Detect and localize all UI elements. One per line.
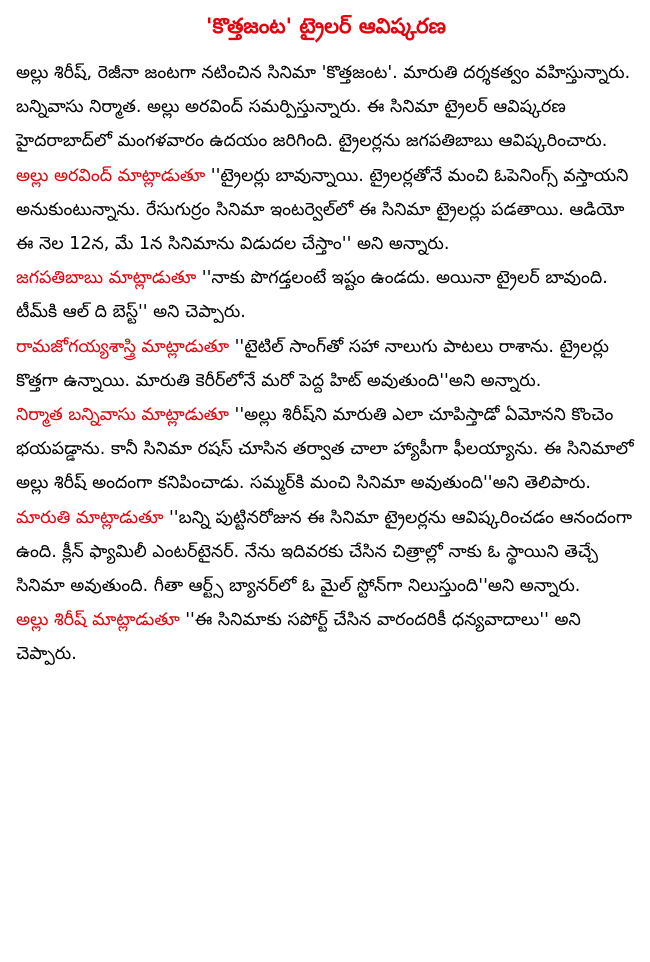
paragraph-maruthi <box>16 501 636 604</box>
speaker-lead: అల్లు శిరీష్ మాట్లాడుతూ <box>16 610 180 631</box>
paragraph-text: ''బన్ని పుట్టినరోజున ఈ సినిమా ట్రైలర్లను ఆవిష్కరించడం ఆనందంగా ఉంది. క్లీన్ ఫ్యామిలీ ఎంటర్‌టైనర్. నేను ఇదివరకు చేసిన చిత్రాల్లో నాకు ఓ స్థాయిని తెచ్చే సినిమా అవుతుంది. గీతా ఆర్ట్స్ బ్యానర్‌లో ఓ మైల్ స్టోన్‌గా నిలుస్తుంది''అని అన్నారు. <box>16 507 632 597</box>
speaker-lead: అల్లు అరవింద్ మాట్లాడుతూ <box>16 165 206 186</box>
paragraph-text: ''టైటిల్ సాంగ్‌తో సహా నాలుగు పాటలు రాశాను. ట్రైలర్లు కొత్తగా ఉన్నాయి. మారుతి కెరీర్‌లోనే మరో పెద్ద హిట్ అవుతుంది''అని అన్నారు. <box>16 336 609 391</box>
paragraph-bunny-vasu <box>16 398 636 501</box>
paragraph-text: ''నాకు పొగడ్తలంటే ఇష్టం ఉండదు. అయినా ట్రైలర్ బావుంది. టీమ్‌కి ఆల్ ది బెస్ట్'' అని చెప్పారు. <box>16 268 608 323</box>
paragraph-intro <box>16 56 636 159</box>
speaker-lead: నిర్మాత బన్నివాసు మాట్లాడుతూ <box>16 405 229 426</box>
paragraph-jagapathi-babu <box>16 261 636 329</box>
paragraph-allu-sirish <box>16 603 636 671</box>
paragraph-text: ''అల్లు శిరీష్‌ని మారుతి ఎలా చూపిస్తాడో ఏమోనని కొంచెం భయపడ్డాను. కానీ సినిమా రషస్ చూసిన తర్వాత చాలా హ్యాపీగా ఫీలయ్యాను. ఈ సినిమాలో అల్లు శిరీష్ అందంగా కనిపించాడు. సమ్మర్‌కి మంచి సినిమా అవుతుంది''అని తెలిపారు. <box>16 405 634 494</box>
paragraph-allu-aravind <box>16 159 636 262</box>
paragraph-text: ''ట్రైలర్లు బావున్నాయి. ట్రైలర్లతోనే మంచి ఓపెనింగ్స్ వస్తాయని అనుకుంటున్నాను. రేసుగుర్రం సినిమా ఇంటర్వెల్‌లో ఈ సినిమా ట్రైలర్లు పడతాయి. ఆడియో ఈ నెల 12న, మే 1న సినిమాను విడుదల చేస్తాం'' అని అన్నారు. <box>16 165 629 255</box>
paragraph-text: అల్లు శిరీష్, రెజీనా జంటగా నటించిన సినిమా 'కొత్తజంట'. మారుతి దర్శకత్వం వహిస్తున్నారు. బన్నివాసు నిర్మాత. అల్లు అరవింద్ సమర్పిస్తున్నారు. ఈ సినిమా ట్రైలర్ ఆవిష్కరణ హైదరాబాద్‌లో మంగళవారం ఉదయం జరిగింది. ట్రైలర్లను జగపతిబాబు ఆవిష్కరించారు. <box>16 63 631 152</box>
article-title: 'కొత్తజంట' ట్రైలర్ ఆవిష్కరణ <box>206 14 446 38</box>
speaker-lead: రామజోగయ్యశాస్త్రి మాట్లాడుతూ <box>16 336 230 357</box>
speaker-lead: జగపతిబాబు మాట్లాడుతూ <box>16 268 197 289</box>
paragraph-text: ''ఈ సినిమాకు సపోర్ట్ చేసిన వారందరికీ ధన్యవాదాలు'' అని చెప్పారు. <box>16 610 581 665</box>
speaker-lead: మారుతి మాట్లాడుతూ <box>16 507 164 528</box>
paragraph-ramajogayya-sastry <box>16 330 636 398</box>
